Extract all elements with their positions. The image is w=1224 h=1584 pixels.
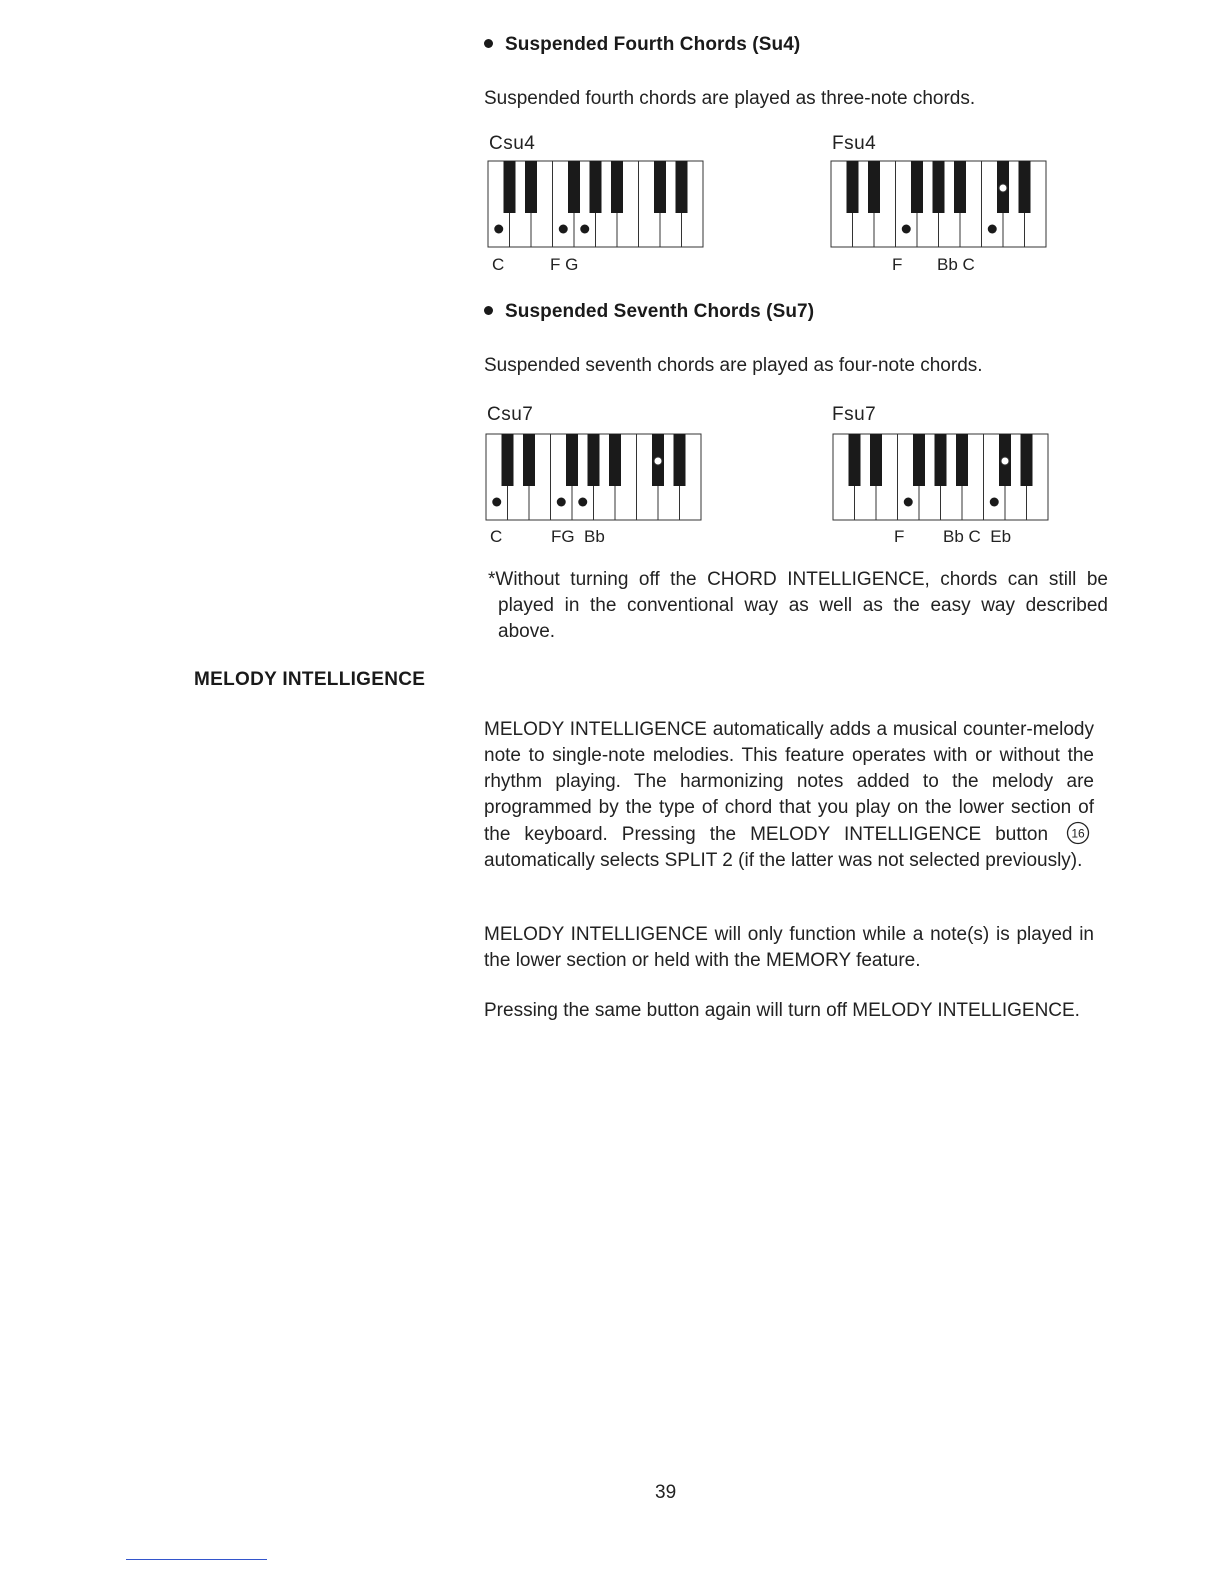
note-labels-fsu4 <box>830 255 1050 277</box>
note-label: F G <box>550 255 579 274</box>
black-key <box>847 161 859 213</box>
su7-heading <box>484 301 814 323</box>
page-number: 39 <box>655 1482 677 1503</box>
pressed-black-dot <box>1001 457 1009 465</box>
note-labels-csu7 <box>487 527 707 549</box>
black-key <box>870 434 882 486</box>
black-key <box>525 161 537 213</box>
keyboard-svg <box>832 433 1049 521</box>
black-key <box>504 161 516 213</box>
bottom-rule <box>126 1559 267 1560</box>
black-key <box>609 434 621 486</box>
black-key <box>674 434 686 486</box>
pressed-white-dot <box>557 498 566 507</box>
melody-paragraph-1 <box>484 717 1094 874</box>
black-key <box>935 434 947 486</box>
black-key <box>913 434 925 486</box>
black-key <box>611 161 623 213</box>
su4-description: Suspended fourth chords are played as three-note chords. <box>484 88 976 109</box>
side-heading: MELODY INTELLIGENCE <box>194 669 426 690</box>
note-labels-csu4 <box>489 255 709 277</box>
keyboard-svg <box>485 433 702 521</box>
black-key <box>588 434 600 486</box>
note-labels-fsu7 <box>832 527 1052 549</box>
melody-p1-text: MELODY INTELLIGENCE automatically adds a musical counter-melody note to single-note melodies. This feature operates with or without the rhythm playing. The harmonizing notes added to the melody are programmed by the type of chord that you play on the lower section of the keyboard. Pressing the MELODY INTELLIGENCE button <box>484 719 1094 845</box>
note-label: Bb C <box>937 255 975 274</box>
note-label: FG Bb <box>551 527 605 546</box>
chord-name: Fsu7 <box>832 404 877 425</box>
black-key <box>1019 161 1031 213</box>
pressed-white-dot <box>559 225 568 234</box>
note-label: F <box>894 527 905 546</box>
keyboard-diagram-fsu4 <box>830 160 1047 248</box>
pressed-white-dot <box>494 225 503 234</box>
pressed-black-dot <box>654 457 662 465</box>
note-label: C <box>492 255 505 274</box>
keyboard-diagram-csu7 <box>485 433 702 521</box>
note-label: C <box>490 527 503 546</box>
su7-heading-text: Suspended Seventh Chords (Su7) <box>505 301 815 322</box>
melody-paragraph-3: Pressing the same button again will turn off MELODY INTELLIGENCE. <box>484 1000 1080 1021</box>
button-number: 16 <box>1071 826 1085 841</box>
black-key <box>523 434 535 486</box>
black-key <box>911 161 923 213</box>
keyboard-svg <box>487 160 704 248</box>
pressed-white-dot <box>904 498 913 507</box>
note-label: F <box>892 255 903 274</box>
black-key <box>1021 434 1033 486</box>
black-key <box>590 161 602 213</box>
footnote: *Without turning off the CHORD INTELLIGENCE, chords can still be played in the conventional way as well as the easy way described above. <box>488 569 1108 642</box>
pressed-white-dot <box>492 498 501 507</box>
black-key <box>868 161 880 213</box>
black-key <box>502 434 514 486</box>
chord-name: Csu4 <box>489 133 536 154</box>
black-key <box>566 434 578 486</box>
pressed-white-dot <box>580 225 589 234</box>
keyboard-diagram-fsu7 <box>832 433 1049 521</box>
pressed-white-dot <box>578 498 587 507</box>
pressed-white-dot <box>990 498 999 507</box>
pressed-white-dot <box>902 225 911 234</box>
chord-name: Fsu4 <box>832 133 877 154</box>
bullet-icon <box>484 306 493 315</box>
su4-heading <box>484 34 800 56</box>
bullet-icon <box>484 39 493 48</box>
keyboard-diagram-csu4 <box>487 160 704 248</box>
su4-heading-text: Suspended Fourth Chords (Su4) <box>505 34 801 55</box>
black-key <box>933 161 945 213</box>
keyboard-svg <box>830 160 1047 248</box>
black-key <box>676 161 688 213</box>
button-number-circle-icon <box>1066 821 1090 845</box>
melody-p1-text-after: automatically selects SPLIT 2 (if the latter was not selected previously). <box>484 850 1083 871</box>
black-key <box>954 161 966 213</box>
black-key <box>849 434 861 486</box>
pressed-white-dot <box>988 225 997 234</box>
black-key <box>956 434 968 486</box>
pressed-black-dot <box>999 184 1007 192</box>
su7-description: Suspended seventh chords are played as four-note chords. <box>484 355 983 376</box>
melody-paragraph-2: MELODY INTELLIGENCE will only function while a note(s) is played in the lower section or held with the MEMORY feature. <box>484 924 1094 971</box>
chord-name: Csu7 <box>487 404 534 425</box>
black-key <box>568 161 580 213</box>
black-key <box>654 161 666 213</box>
note-label: Bb C Eb <box>943 527 1012 546</box>
